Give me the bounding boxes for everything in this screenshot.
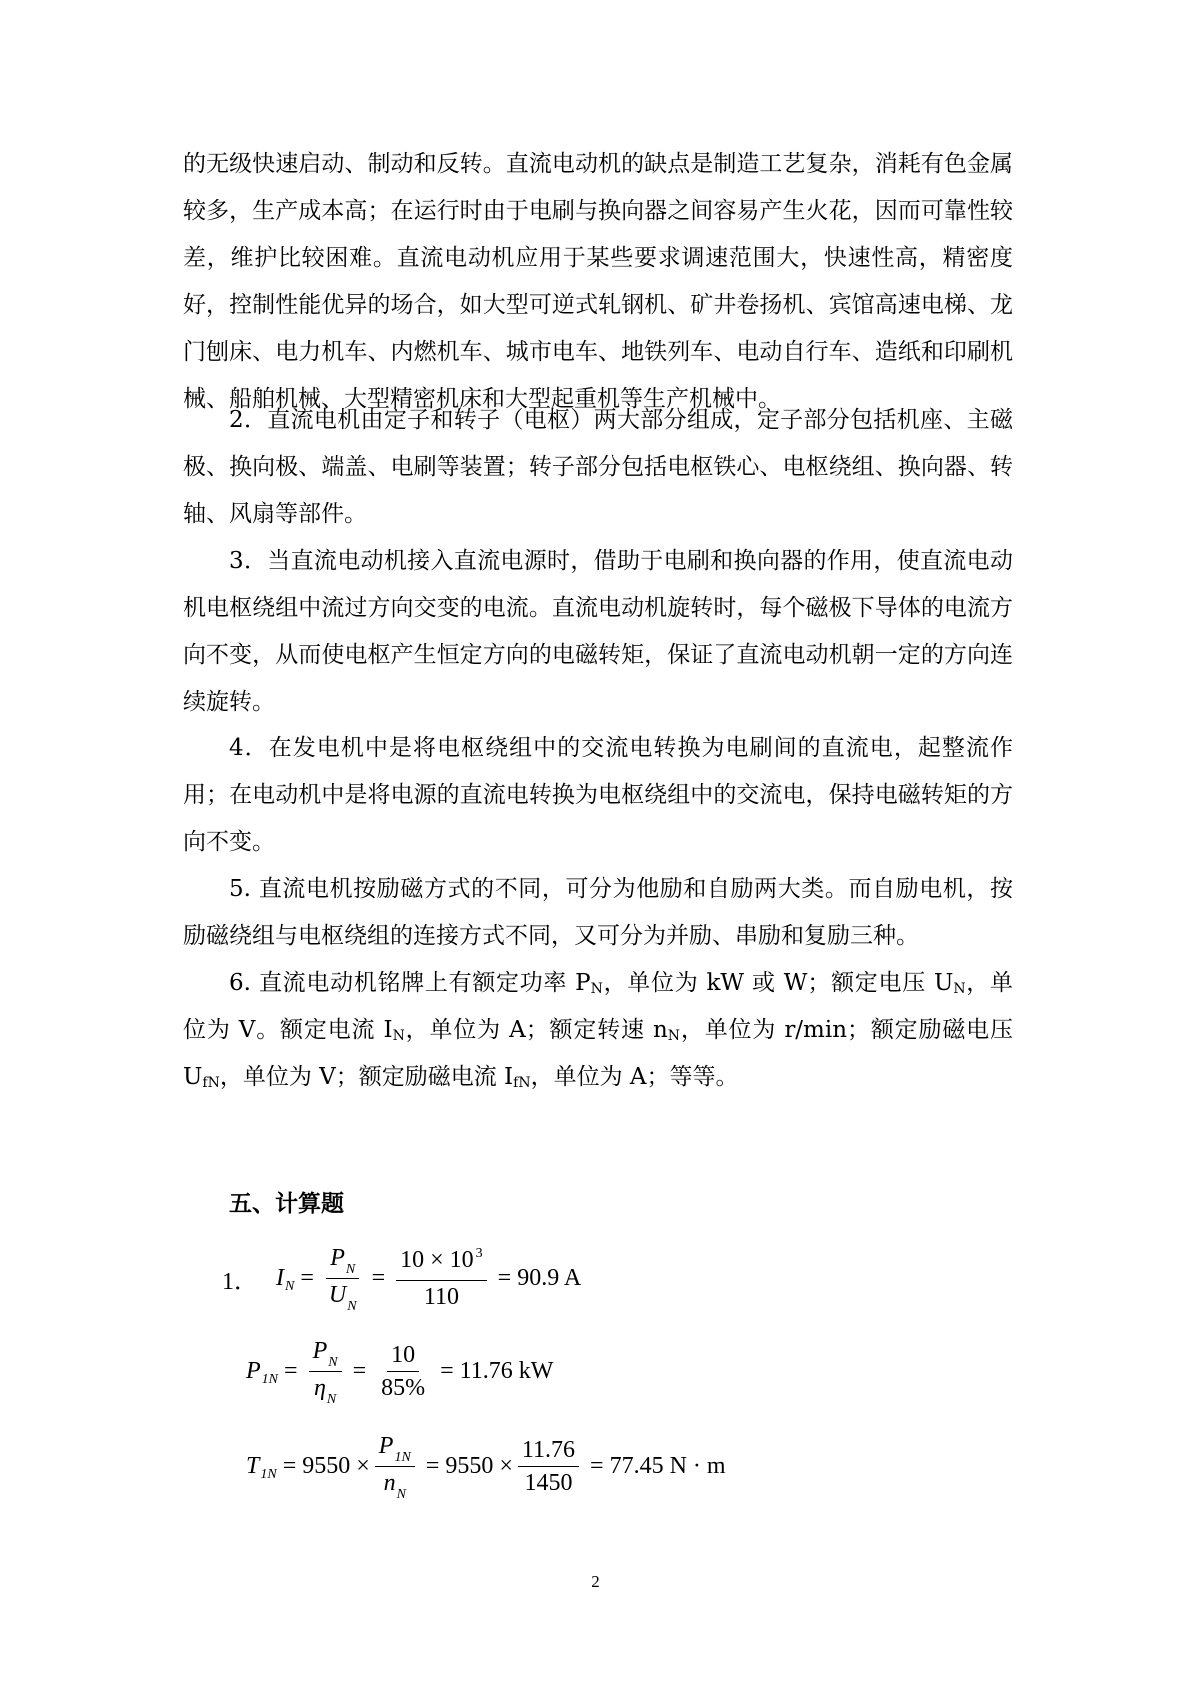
paragraph-dc-motor-applications: 的无级快速启动、制动和反转。直流电动机的缺点是制造工艺复杂，消耗有色金属较多，生产成本高；在运行时由于电刷与换向器之间容易产生火花，因而可靠性较差，维护比较困难。直流电动机应用于某些要求调速范围大，快速性高，精密度好，控制性能优异的场合，如大型可逆式轧钢机、矿井卷扬机、宾馆高速电梯、龙门刨床、电力机车、内燃机车、城市电车、地铁列车、电动自行车、造纸和印刷机械、船舶机械、大型精密机床和大型起重机等生产机械中。: [183, 151, 1013, 412]
fraction: [375, 1433, 415, 1500]
eq-lhs-sub: 1N: [261, 1371, 279, 1387]
numerator: 10 × 10: [400, 1247, 474, 1273]
equals-sign: =: [440, 1358, 454, 1384]
eq-result: 11.76 kW: [459, 1358, 554, 1384]
equation-input-power: [246, 1338, 553, 1405]
text-run: ，单位为 r/min；额定励磁电压 U: [183, 1017, 1013, 1090]
subscript: N: [392, 1028, 405, 1044]
subscript: N: [667, 1028, 681, 1044]
eq-lhs: I: [276, 1265, 284, 1291]
equals-sign: =: [497, 1265, 512, 1291]
fraction: [325, 1245, 361, 1312]
equals-sign: =: [282, 1453, 297, 1479]
eq-result: 77.45 N · m: [609, 1453, 726, 1479]
denominator: 110: [423, 1284, 459, 1310]
denominator: 85%: [381, 1375, 426, 1401]
text-run: ，单位为 V。额定电流 I: [183, 970, 1013, 1043]
fraction: [309, 1338, 342, 1405]
paragraph-item-6: [183, 960, 1013, 1101]
subscript: N: [953, 981, 966, 997]
text-run: ，单位为 A；额定转速 n: [404, 1017, 668, 1043]
fraction: [377, 1342, 429, 1401]
section-heading: 五、计算题: [229, 1190, 344, 1217]
numerator: 10: [387, 1342, 419, 1372]
fraction: [518, 1437, 579, 1496]
page-number: 2: [591, 1572, 600, 1591]
eq-lhs-sub: 1N: [260, 1466, 277, 1482]
paragraph-item-2: 2．直流电机由定子和转子（电枢）两大部分组成，定子部分包括机座、主磁极、换向极、端盖、电刷等装置；转子部分包括电枢铁心、电枢绕组、换向器、转轴、风扇等部件。: [183, 407, 1013, 527]
denominator: η: [313, 1375, 326, 1401]
text-run: 6. 直流电动机铭牌上有额定功率 P: [229, 970, 591, 996]
denominator-sub: N: [347, 1299, 357, 1314]
equals-sign: =: [284, 1358, 298, 1384]
eq-coefficient: 9550 ×: [302, 1453, 370, 1479]
denominator: U: [328, 1282, 347, 1308]
equals-sign: =: [590, 1453, 604, 1479]
denominator: n: [383, 1470, 396, 1496]
eq-lhs-sub: N: [285, 1278, 295, 1294]
numerator: P: [378, 1433, 394, 1459]
text-run: ，单位为 kW 或 W；额定电压 U: [602, 970, 954, 996]
eq-lhs: T: [246, 1453, 260, 1479]
numerator: 11.76: [518, 1437, 579, 1467]
equation-label: 1．: [222, 1269, 258, 1295]
equals-sign: =: [371, 1265, 386, 1291]
text-run: ，单位为 V；额定励磁电流 I: [219, 1064, 514, 1090]
fraction: [396, 1247, 487, 1310]
eq-coefficient: 9550 ×: [445, 1453, 513, 1479]
numerator: P: [330, 1245, 345, 1271]
paragraph-item-3: 3．当直流电动机接入直流电源时，借助于电刷和换向器的作用，使直流电动机电枢绕组中流过方向交变的电流。直流电动机旋转时，每个磁极下导体的电流方向不变，从而使电枢产生恒定方向的电磁转矩，保证了直流电动机朝一定的方向连续旋转。: [183, 548, 1013, 715]
numerator-sub: N: [345, 1262, 356, 1277]
subscript: fN: [202, 1075, 220, 1091]
denominator-sub: N: [326, 1392, 337, 1407]
numerator-sup: 3: [475, 1246, 483, 1261]
text-run: ，单位为 A；等等。: [530, 1064, 739, 1090]
denominator-sub: N: [396, 1487, 406, 1502]
numerator-sub: 1N: [394, 1450, 411, 1465]
numerator: P: [312, 1338, 328, 1364]
paragraph-item-5: 5. 直流电机按励磁方式的不同，可分为他励和自励两大类。而自励电机，按励磁绕组与电枢绕组的连接方式不同，又可分为并励、串励和复励三种。: [183, 876, 1013, 949]
equation-torque: [246, 1433, 726, 1500]
denominator: 1450: [524, 1470, 573, 1496]
eq-result: 90.9 A: [517, 1265, 582, 1291]
equals-sign: =: [425, 1453, 440, 1479]
eq-lhs: P: [246, 1358, 261, 1384]
equals-sign: =: [352, 1358, 367, 1384]
subscript: N: [590, 981, 603, 997]
paragraph-item-4: 4．在发电机中是将电枢绕组中的交流电转换为电刷间的直流电，起整流作用；在电动机中是将电源的直流电转换为电枢绕组中的交流电，保持电磁转矩的方向不变。: [183, 735, 1013, 855]
equation-rated-current: [222, 1245, 581, 1312]
subscript: fN: [513, 1075, 531, 1091]
numerator-sub: N: [328, 1355, 338, 1370]
equals-sign: =: [300, 1265, 314, 1291]
